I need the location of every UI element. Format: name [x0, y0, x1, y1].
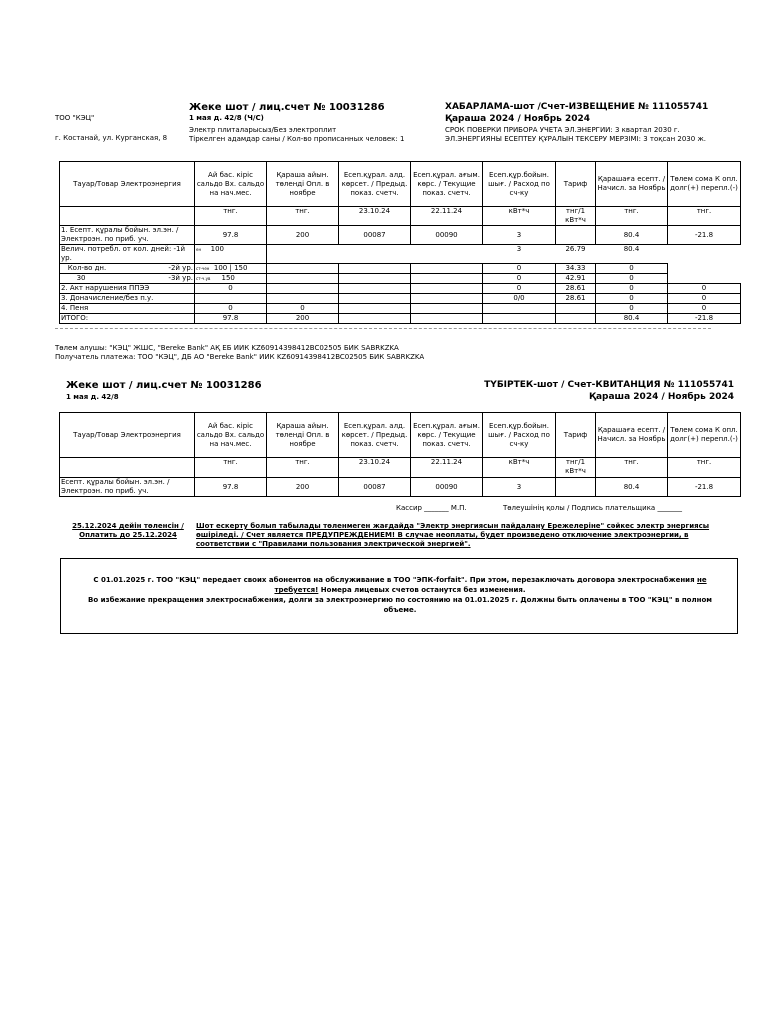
fine-charged: 0 — [596, 304, 668, 314]
row-label: 1. Есепт. құралы бойын. эл.эн. / Электроэн. по приб. уч. — [60, 226, 195, 245]
fine-payment: 0 — [668, 304, 741, 314]
tier2-blank — [411, 264, 483, 274]
cell-prev: 00087 — [339, 226, 411, 245]
extra-blank — [411, 294, 483, 304]
act-charged: 0 — [596, 284, 668, 294]
cell-usage: 3 — [483, 226, 556, 245]
receipt-account-address: 1 мая д. 42/8 — [66, 393, 119, 401]
receipt-unit-saldo: тнг. — [195, 458, 267, 478]
receipt-charged: 80.4 — [596, 478, 668, 497]
extra-tariff: 28.61 — [556, 294, 596, 304]
total-label: ИТОГО: — [60, 314, 195, 324]
tier3-blank — [267, 274, 339, 284]
tier3-blank — [339, 274, 411, 284]
header-tariff: Тариф — [556, 162, 596, 207]
verify-ru: СРОК ПОВЕРКИ ПРИБОРА УЧЕТА ЭЛ.ЭНЕРГИИ: 3 квартал 2030 г. — [445, 126, 680, 134]
cell-charged: 80.4 — [596, 226, 668, 245]
receipt-unit-paid: тнг. — [267, 458, 339, 478]
fine-blank — [339, 304, 411, 314]
deadline — [62, 522, 194, 540]
extra-usage: 0/0 — [483, 294, 556, 304]
tier2-v2: 150 — [234, 264, 248, 272]
header-usage: Есеп.құр.бойын. шығ. / Расход по сч-ку — [483, 162, 556, 207]
receipt-header-prev: Есеп.құрал. алд. көрсет. / Предыд. показ. счетч. — [339, 413, 411, 458]
tier3-blank — [411, 274, 483, 284]
org-address: г. Костанай, ул. Курганская, 8 — [55, 134, 168, 142]
notice-period: Қараша 2024 / Ноябрь 2024 — [445, 114, 591, 124]
tier1-payment-blank — [668, 245, 741, 264]
deadline-kz: 25.12.2024 дейін төленсін / — [72, 522, 184, 530]
fine-blank — [411, 304, 483, 314]
cut-line — [55, 328, 711, 329]
notice-l1: С 01.01.2025 г. ТОО "КЭЦ" передает своих абонентов на обслуживание в ТОО "ЭПК-forfait". При этом, перезаключать договора электроснабжения — [93, 576, 697, 584]
units-blank — [60, 207, 195, 226]
tier2-cell — [60, 264, 195, 274]
fine-blank — [483, 304, 556, 314]
payee-kz: Төлем алушы: "КЭЦ" ЖШС, "Bereke Bank" АҚ ЕБ ИИК KZ60914398412BC02505 БИК SABRKZKA — [55, 344, 399, 352]
header-paid: Қараша айын. төленді Опл. в ноябре — [267, 162, 339, 207]
warning-part1: Шот ескерту болып табылады төленмеген жағдайда "Электр энергиясын пайдалану Ережелеріне" сәйкес электр энергиясы өшіріледі. / Счет является — [196, 522, 710, 539]
extra-blank — [195, 294, 267, 304]
receipt-usage: 3 — [483, 478, 556, 497]
plate-type: Электр плиталарысыз/Без электроплит — [189, 126, 337, 134]
tier2-payment-blank — [668, 264, 741, 274]
cell-cur: 00090 — [411, 226, 483, 245]
tier3-values — [195, 274, 267, 284]
fine-saldo: 0 — [195, 304, 267, 314]
act-tariff: 28.61 — [556, 284, 596, 294]
tier2-label: Кол-во дн. — [67, 264, 107, 272]
tier2-note: ст-чен — [196, 266, 210, 271]
tier3-level: -3й ур. — [168, 274, 193, 282]
header-cur: Есеп.құрал. ағым. көрс. / Текущие показ. счетч. — [411, 162, 483, 207]
receipt-title: ТҮБІРТЕК-шот / Счет-КВИТАНЦИЯ № 111055741 — [484, 380, 734, 390]
table-row — [60, 245, 741, 264]
notice-title: ХАБАРЛАМА-шот /Счет-ИЗВЕЩЕНИЕ № 111055741 — [445, 102, 709, 112]
tier1-charged: 80.4 — [623, 245, 640, 253]
receipt-unit-tariff: тнг/1 кВт*ч — [556, 458, 596, 478]
receipt-paid: 200 — [267, 478, 339, 497]
receipt-unit-prev-date: 23.10.24 — [339, 458, 411, 478]
receipt-header-paid: Қараша айын. төленді Опл. в ноябре — [267, 413, 339, 458]
tier3-charged: 0 — [596, 274, 668, 284]
total-blank — [483, 314, 556, 324]
tier2-v1: 100 — [213, 264, 228, 272]
cell-payment: -21.8 — [668, 226, 741, 245]
receipt-row-label: Есепт. құралы бойын. эл.эн. / Электроэн. по приб. уч. — [60, 478, 195, 497]
table-row — [60, 274, 741, 284]
unit-charged: тнг. — [596, 207, 668, 226]
total-blank — [556, 314, 596, 324]
warning-text — [196, 522, 720, 549]
registered-count: Тіркелген адамдар саны / Кол-во прописанных человек: 1 — [189, 135, 405, 143]
tier1-value: 100 — [210, 245, 224, 253]
warning-bold: ПРЕДУПРЕЖДЕНИЕМ! — [305, 531, 396, 539]
receipt-header-charged: Қарашаға есепт. / Начисл. за Ноябрь — [596, 413, 668, 458]
act-usage: 0 — [483, 284, 556, 294]
unit-cur-date: 22.11.24 — [411, 207, 483, 226]
total-blank — [411, 314, 483, 324]
extra-label: 3. Доначисление/без п.у. — [60, 294, 195, 304]
unit-payment: тнг. — [668, 207, 741, 226]
total-charged: 80.4 — [596, 314, 668, 324]
receipt-unit-cur-date: 22.11.24 — [411, 458, 483, 478]
receipt-header-service: Тауар/Товар Электроэнергия — [60, 413, 195, 458]
tier3-usage: 0 — [483, 274, 556, 284]
fine-paid: 0 — [267, 304, 339, 314]
tier1-usage: 3 — [516, 245, 522, 253]
header-charged: Қарашаға есепт. / Начисл. за Ноябрь — [596, 162, 668, 207]
receipt-period: Қараша 2024 / Ноябрь 2024 — [588, 392, 734, 402]
table-row — [60, 264, 741, 274]
header-prev: Есеп.құрал. алд. көрсет. / Предыд. показ. счетч. — [339, 162, 411, 207]
receipt-prev: 00087 — [339, 478, 411, 497]
tier2-charged: 0 — [596, 264, 668, 274]
tier1-note: ен — [196, 247, 202, 252]
receipt-saldo: 97.8 — [195, 478, 267, 497]
tier2-tariff: 34.33 — [556, 264, 596, 274]
fine-label: 4. Пеня — [60, 304, 195, 314]
org-name: ТОО "КЭЦ" — [55, 114, 95, 122]
header-service: Тауар/Товар Электроэнергия — [60, 162, 195, 207]
receipt-header-tariff: Тариф — [556, 413, 596, 458]
table-row — [60, 284, 741, 294]
act-payment: 0 — [668, 284, 741, 294]
total-payment: -21.8 — [668, 314, 741, 324]
table-row — [60, 304, 741, 314]
receipt-account-title: Жеке шот / лиц.счет № 10031286 — [66, 380, 262, 391]
tier1-blank — [411, 245, 483, 264]
unit-paid: тнг. — [267, 207, 339, 226]
receipt-cur: 00090 — [411, 478, 483, 497]
receipt-unit-charged: тнг. — [596, 458, 668, 478]
tier2-level: -2й ур. — [168, 264, 193, 272]
extra-blank — [267, 294, 339, 304]
total-paid: 200 — [267, 314, 339, 324]
tier3-note: ст-ч.ув — [196, 276, 211, 281]
tier2-blank — [339, 264, 411, 274]
unit-tariff: тнг/1 кВт*ч — [556, 207, 596, 226]
receipt-header-payment: Төлем сома К опл. долг(+) перепл.(-) — [668, 413, 741, 458]
fine-blank — [556, 304, 596, 314]
receipt-header-saldo: Ай бас. кіріс сальдо Вх. сальдо на нач.мес. — [195, 413, 267, 458]
account-title: Жеке шот / лиц.счет № 10031286 — [189, 102, 385, 113]
table-row — [60, 314, 741, 324]
notice-l1-end: Номера лицевых счетов останутся без изменения. — [318, 586, 526, 594]
receipt-unit-usage: кВт*ч — [483, 458, 556, 478]
act-blank — [267, 284, 339, 294]
tier1-tariff: 26.79 — [565, 245, 586, 253]
tier2-usage: 0 — [483, 264, 556, 274]
total-blank — [339, 314, 411, 324]
unit-usage: кВт*ч — [483, 207, 556, 226]
signature-line: Төлеушінің қолы / Подпись плательщика _______ — [503, 504, 682, 512]
deadline-ru: Оплатить до 25.12.2024 — [79, 531, 177, 539]
act-label: 2. Акт нарушения ППЭЭ — [60, 284, 195, 294]
cashier-line: Кассир _______ М.П. — [396, 504, 467, 512]
cell-saldo: 97.8 — [195, 226, 267, 245]
act-saldo: 0 — [195, 284, 267, 294]
tier1-blank — [339, 245, 411, 264]
tier2-values: ст-чен 100 | 150 — [195, 264, 267, 274]
receipt-tariff — [556, 478, 596, 497]
main-table — [59, 161, 741, 324]
extra-payment: 0 — [668, 294, 741, 304]
tier1-cell — [195, 245, 267, 264]
receipt-units-blank — [60, 458, 195, 478]
tier3-days: 30 — [76, 274, 86, 282]
tier1-blank — [267, 245, 339, 264]
tier2-blank — [267, 264, 339, 274]
header-payment: Төлем сома К опл. долг(+) перепл.(-) — [668, 162, 741, 207]
receipt-payment: -21.8 — [668, 478, 741, 497]
notice-box — [60, 558, 738, 634]
act-blank — [411, 284, 483, 294]
tier3-tariff: 42.91 — [556, 274, 596, 284]
unit-prev-date: 23.10.24 — [339, 207, 411, 226]
account-address: 1 мая д. 42/8 (Ч/С) — [189, 114, 264, 122]
notice-text — [71, 575, 729, 615]
unit-saldo: тнг. — [195, 207, 267, 226]
notice-l1-underlined: не требуется! — [274, 576, 707, 594]
verify-kz: ЭЛ.ЭНЕРГИЯНЫ ЕСЕПТЕУ ҚҰРАЛЫН ТЕКСЕРУ МЕРЗІМІ: 3 тоқсан 2030 ж. — [445, 135, 706, 143]
header-saldo: Ай бас. кіріс сальдо Вх. сальдо на нач.мес. — [195, 162, 267, 207]
tier1-label: Велич. потребл. от кол. дней: -1й ур. — [60, 245, 195, 264]
cell-tariff — [556, 226, 596, 245]
tier3-value: 150 — [221, 274, 235, 282]
table-row — [60, 294, 741, 304]
receipt-header-usage: Есеп.құр.бойын. шығ. / Расход по сч-ку — [483, 413, 556, 458]
act-blank — [339, 284, 411, 294]
tier3-cell — [60, 274, 195, 284]
total-saldo: 97.8 — [195, 314, 267, 324]
receipt-unit-payment: тнг. — [668, 458, 741, 478]
receipt-header-cur: Есеп.құрал. ағым. көрс. / Текущие показ. счетч. — [411, 413, 483, 458]
payee-ru: Получатель платежа: ТОО "КЭЦ", ДБ АО "Bereke Bank" ИИК KZ60914398412BC02505 БИК SABRKZKA — [55, 353, 425, 361]
table-row — [60, 478, 741, 497]
notice-l2: Во избежание прекращения электроснабжения, долги за электроэнергию по состоянию на 01.01.2025 г. Должны быть оплачены в ТОО "КЭЦ" в полном объеме. — [88, 596, 712, 614]
extra-charged: 0 — [596, 294, 668, 304]
tier3-payment-blank — [668, 274, 741, 284]
extra-blank — [339, 294, 411, 304]
table-row — [60, 226, 741, 245]
warning-part2: В случае неоплаты, будет произведено отключение электроэнергии, в соответствии с "Правилами пользования электрической энергией". — [196, 531, 689, 548]
cell-paid: 200 — [267, 226, 339, 245]
receipt-table — [59, 412, 741, 497]
